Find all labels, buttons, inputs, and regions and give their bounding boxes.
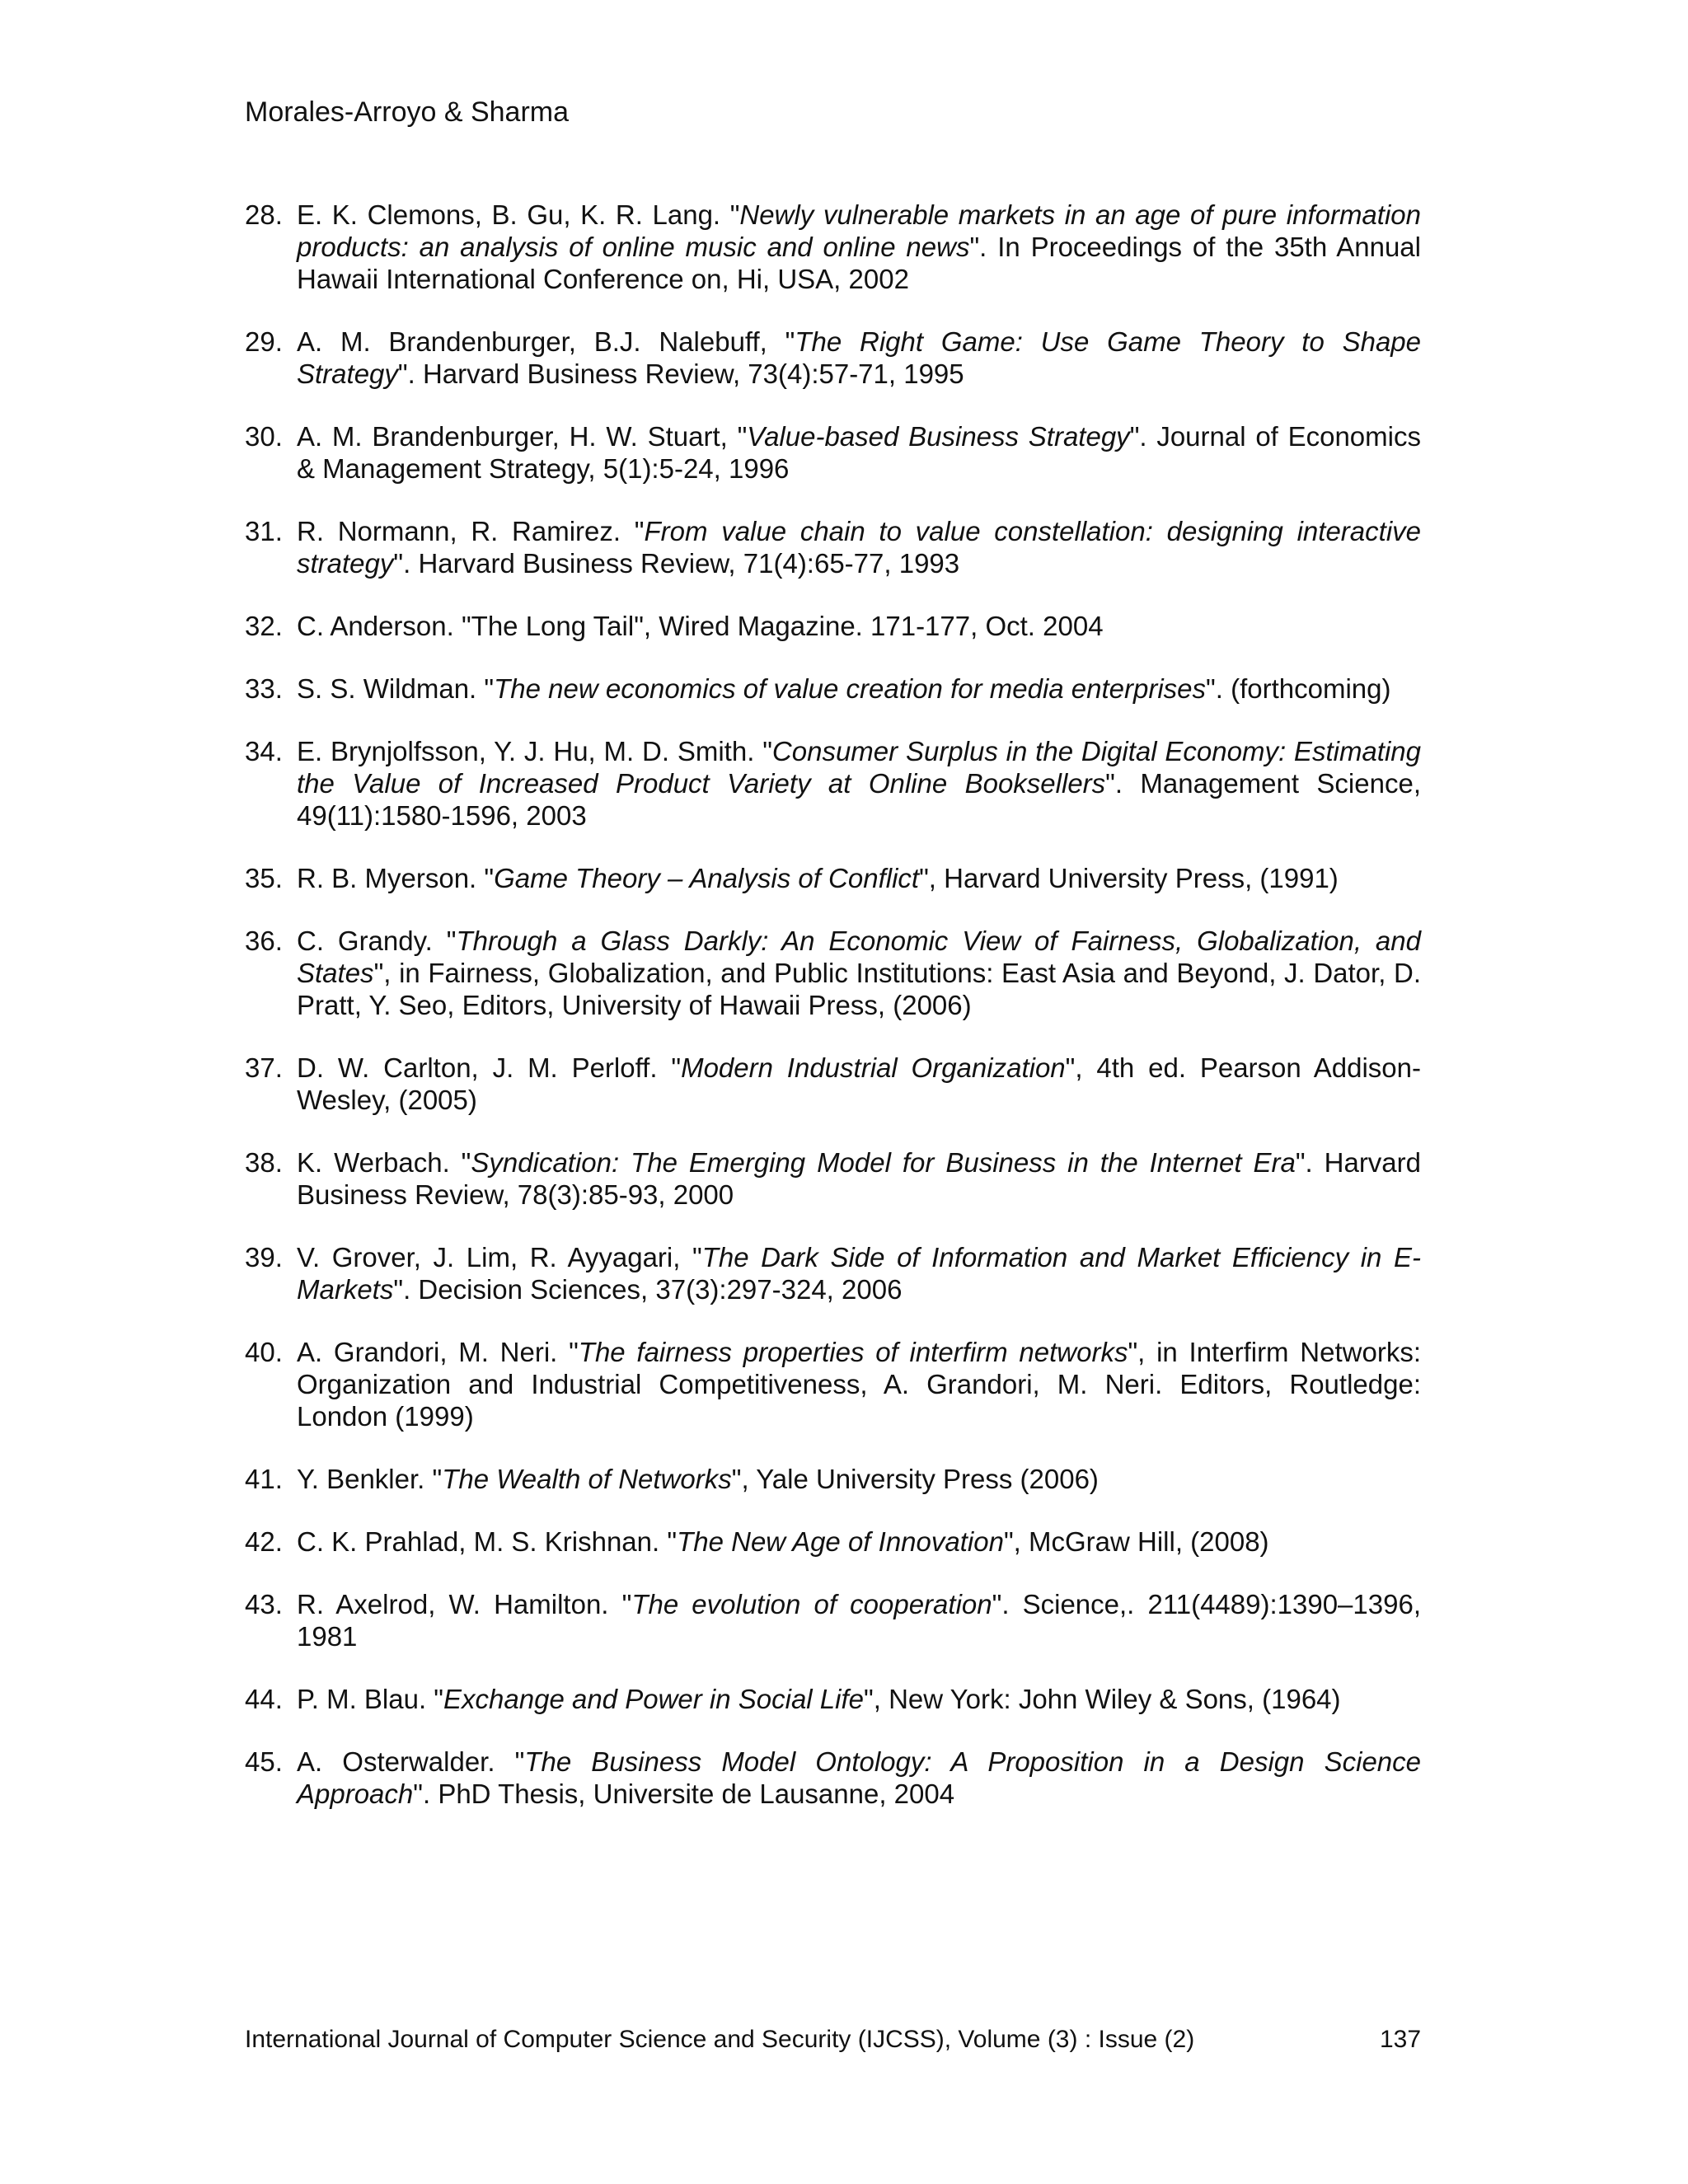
reference-authors: E. Brynjolfsson, Y. J. Hu, M. D. Smith. " — [297, 736, 772, 766]
reference-number: 36. — [245, 926, 283, 956]
reference-item — [245, 862, 1421, 894]
reference-title: The Right Game: Use Game Theory to Shape Strategy — [297, 326, 1422, 389]
reference-number: 45. — [245, 1746, 283, 1777]
reference-authors: S. S. Wildman. " — [297, 673, 495, 704]
reference-authors: V. Grover, J. Lim, R. Ayyagari, " — [297, 1242, 702, 1272]
reference-item — [245, 735, 1421, 832]
reference-number: 44. — [245, 1684, 283, 1714]
reference-item — [245, 1463, 1421, 1495]
reference-number: 31. — [245, 516, 283, 546]
reference-source: ", Yale University Press (2006) — [731, 1464, 1099, 1494]
reference-source: ". PhD Thesis, Universite de Lausanne, 2004 — [413, 1779, 955, 1809]
running-head: Morales-Arroyo & Sharma — [245, 96, 570, 128]
reference-authors: R. Axelrod, W. Hamilton. " — [297, 1589, 632, 1619]
reference-item — [245, 420, 1421, 485]
reference-title: Value-based Business Strategy — [747, 421, 1130, 452]
reference-item — [245, 610, 1421, 642]
reference-number: 35. — [245, 863, 283, 893]
reference-title: The evolution of cooperation — [631, 1589, 992, 1619]
reference-authors: R. B. Myerson. " — [297, 863, 495, 893]
reference-item — [245, 1683, 1421, 1715]
reference-title: From value chain to value constellation: designing interactive strategy — [297, 516, 1422, 579]
reference-number: 30. — [245, 421, 283, 452]
reference-source: ". Science,. 211(4489):1390–1396, 1981 — [297, 1589, 1421, 1652]
reference-title: Modern Industrial Organization — [681, 1052, 1066, 1083]
reference-source: ". Journal of Economics & Management Strategy, 5(1):5-24, 1996 — [297, 421, 1421, 484]
reference-authors: C. K. Prahlad, M. S. Krishnan. " — [297, 1526, 678, 1557]
reference-item — [245, 1588, 1421, 1652]
reference-authors: A. M. Brandenburger, H. W. Stuart, " — [297, 421, 748, 452]
reference-authors: A. Osterwalder. " — [297, 1746, 525, 1777]
reference-source: ", McGraw Hill, (2008) — [1003, 1526, 1269, 1557]
reference-source: ". Harvard Business Review, 73(4):57-71, 1995 — [397, 359, 964, 389]
reference-item — [245, 326, 1421, 390]
reference-authors: C. Grandy. " — [297, 926, 457, 956]
reference-source: ". Harvard Business Review, 71(4):65-77, 1993 — [393, 548, 960, 579]
reference-number: 34. — [245, 736, 283, 766]
reference-title: Syndication: The Emerging Model for Business in the Internet Era — [471, 1147, 1296, 1178]
reference-authors: P. M. Blau. " — [297, 1684, 444, 1714]
reference-number: 28. — [245, 199, 283, 230]
reference-title: Game Theory – Analysis of Conflict — [494, 863, 920, 893]
reference-item — [245, 1526, 1421, 1558]
reference-authors: E. K. Clemons, B. Gu, K. R. Lang. " — [297, 199, 740, 230]
reference-item — [245, 1336, 1421, 1432]
reference-source: ". (forthcoming) — [1206, 673, 1391, 704]
reference-title: The Wealth of Networks — [442, 1464, 732, 1494]
reference-number: 39. — [245, 1242, 283, 1272]
reference-authors: A. Grandori, M. Neri. " — [297, 1337, 579, 1367]
reference-title: The Dark Side of Information and Market Efficiency in E-Markets — [297, 1242, 1421, 1305]
reference-authors: K. Werbach. " — [297, 1147, 471, 1178]
reference-source: ", in Fairness, Globalization, and Public Institutions: East Asia and Beyond, J. Dator, D. Pratt, Y. Seo, Editors, University of Hawaii Press, (2006) — [297, 958, 1421, 1020]
reference-item — [245, 925, 1421, 1021]
reference-title: Through a Glass Darkly: An Economic View of Fairness, Globalization, and States — [297, 926, 1421, 988]
reference-number: 40. — [245, 1337, 283, 1367]
reference-number: 37. — [245, 1052, 283, 1083]
reference-number: 38. — [245, 1147, 283, 1178]
reference-source: ", Harvard University Press, (1991) — [919, 863, 1339, 893]
reference-number: 43. — [245, 1589, 283, 1619]
reference-number: 42. — [245, 1526, 283, 1557]
reference-source: ", New York: John Wiley & Sons, (1964) — [864, 1684, 1341, 1714]
reference-authors: A. M. Brandenburger, B.J. Nalebuff, " — [297, 326, 795, 357]
reference-title: Exchange and Power in Social Life — [443, 1684, 865, 1714]
reference-source: ". Management Science, 49(11):1580-1596, 2003 — [297, 768, 1421, 831]
reference-authors: R. Normann, R. Ramirez. " — [297, 516, 645, 546]
reference-title: The new economics of value creation for media enterprises — [494, 673, 1207, 704]
reference-number: 33. — [245, 673, 283, 704]
reference-number: 29. — [245, 326, 283, 357]
reference-number: 32. — [245, 611, 283, 641]
page-number: 137 — [1380, 2026, 1422, 2053]
reference-title: Consumer Surplus in the Digital Economy: Estimating the Value of Increased Product Variety at Online Booksellers — [297, 736, 1421, 799]
reference-source: ". Decision Sciences, 37(3):297-324, 2006 — [393, 1274, 903, 1305]
reference-item — [245, 1146, 1421, 1211]
reference-item — [245, 1746, 1421, 1810]
reference-item — [245, 1052, 1421, 1116]
reference-title: The fairness properties of interfirm networks — [578, 1337, 1128, 1367]
reference-source: ". In Proceedings of the 35th Annual Hawaii International Conference on, Hi, USA, 2002 — [297, 232, 1421, 294]
footer-journal-citation: International Journal of Computer Science and Security (IJCSS), Volume (3) : Issue (2) — [245, 2026, 1195, 2053]
reference-authors: Y. Benkler. " — [297, 1464, 443, 1494]
reference-number: 41. — [245, 1464, 283, 1494]
reference-title: Newly vulnerable markets in an age of pure information products: an analysis of online music and online news — [297, 199, 1421, 262]
reference-item — [245, 1241, 1421, 1305]
reference-source: ", in Interfirm Networks: Organization and Industrial Competitiveness, A. Grandori, M. Neri. Editors, Routledge: London (1999) — [297, 1337, 1421, 1432]
reference-source: ", 4th ed. Pearson Addison-Wesley, (2005) — [297, 1052, 1421, 1115]
reference-list — [245, 199, 1421, 1840]
reference-authors: C. Anderson. "The Long Tail", Wired Magazine. 171-177, Oct. 2004 — [297, 611, 1104, 641]
reference-item — [245, 673, 1421, 705]
reference-authors: D. W. Carlton, J. M. Perloff. " — [297, 1052, 682, 1083]
reference-title: The New Age of Innovation — [677, 1526, 1004, 1557]
reference-title: The Business Model Ontology: A Proposition in a Design Science Approach — [297, 1746, 1421, 1809]
reference-source: ". Harvard Business Review, 78(3):85-93, 2000 — [297, 1147, 1422, 1210]
reference-item — [245, 515, 1421, 579]
reference-item — [245, 199, 1421, 295]
